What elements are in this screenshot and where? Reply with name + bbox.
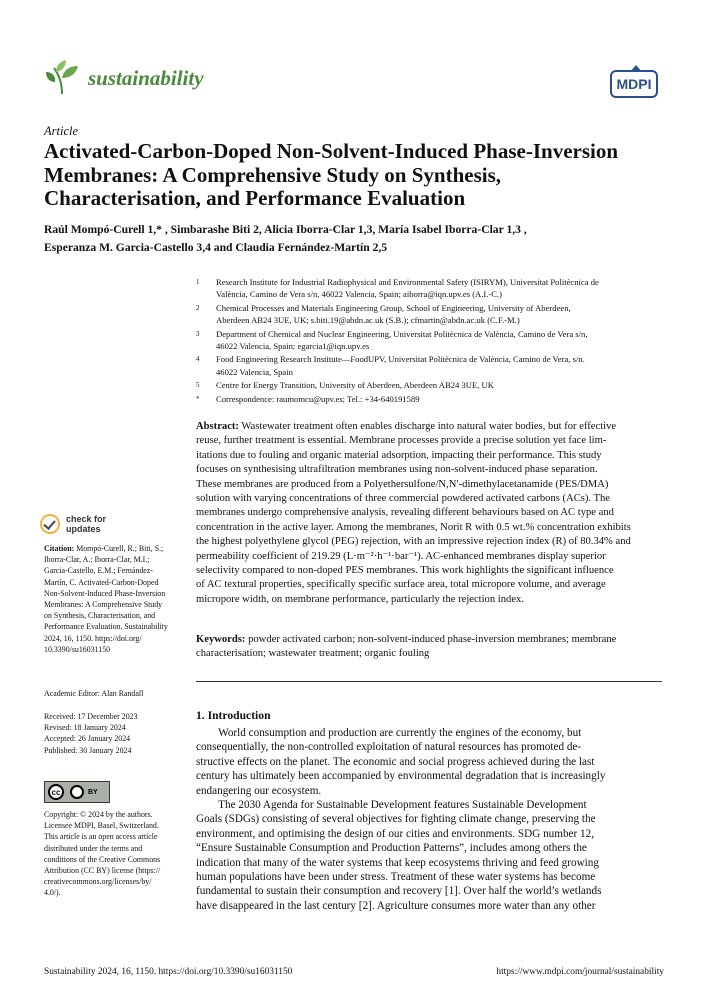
title-line: Activated-Carbon-Doped Non-Solvent-Induced Phase-Inversion — [44, 139, 619, 163]
body-line: have disappeared in the last century [2]. Agriculture consumes more water than any other — [196, 899, 596, 912]
copyright-line[interactable]: 4.0/). — [44, 888, 61, 898]
keywords-label: Keywords: — [196, 634, 246, 645]
correspondence-text[interactable]: Correspondence: raumomcu@upv.es; Tel.: +34-640191589 — [216, 393, 420, 404]
title-line: Membranes: A Comprehensive Study on Synthesis, — [44, 162, 501, 187]
citation-line[interactable]: 10.3390/su16031150 — [44, 644, 111, 654]
affiliation-number: 3 — [196, 329, 200, 338]
date-accepted: Accepted: 26 January 2024 — [44, 734, 131, 744]
keywords-line: characterisation; wastewater treatment; organic fouling — [196, 648, 430, 660]
citation-line[interactable]: 2024, 16, 1150. https://doi.org/ — [44, 633, 142, 643]
affiliation-item — [196, 379, 676, 391]
cc-icon: cc — [48, 784, 64, 800]
affiliation-text: Aberdeen AB24 3UE, UK; s.biti.19@abdn.ac.uk (S.B.); cfmartin@abdn.ac.uk (C.F.-M.) — [216, 315, 520, 326]
divider — [196, 681, 662, 682]
abstract-line: membranes undergo comprehensive analysis, revealing different behaviours based on AC type and — [196, 507, 614, 519]
mdpi-logo[interactable] — [610, 70, 658, 98]
abstract-line: focuses on synthesising ultrafiltration membranes using non-solvent-induced phase separation. — [196, 464, 598, 476]
check-for-updates-badge[interactable] — [40, 514, 106, 534]
copyright-line[interactable]: creativecommons.org/licenses/by/ — [44, 877, 152, 887]
abstract-label: Abstract: — [196, 421, 239, 432]
abstract-line: concentration in the active layer. Among the membranes, Norit R with 0.5 wt.% concentration exhibits — [196, 521, 631, 533]
affiliation-number: 4 — [196, 355, 200, 364]
footer-journal-url[interactable]: https://www.mdpi.com/journal/sustainability — [496, 967, 664, 977]
copyright-line: Copyright: © 2024 by the authors. — [44, 810, 153, 819]
body-line: human populations have been under stress. Treatment of these water systems has become — [196, 871, 596, 884]
affiliation-number: 1 — [196, 278, 200, 286]
author-line[interactable]: Raúl Mompó-Curell 1,* , Simbarashe Biti 2, Alicia Iborra-Clar 1,3, María Isabel Iborra-Clar 1,3 , — [44, 223, 527, 236]
date-published: Published: 30 January 2024 — [44, 745, 132, 755]
check-icon — [40, 514, 60, 534]
person-icon — [70, 785, 84, 799]
citation-line: Garcia-Castello, E.M.; Fernández- — [44, 566, 153, 576]
body-line: endangering our ecosystem. — [196, 784, 322, 797]
check-updates-text: check for — [66, 514, 107, 524]
academic-editor: Academic Editor: Alan Randall — [44, 689, 144, 698]
abstract-line: of AC textural properties, specifically specific surface area, total micropore volume, and average — [196, 579, 606, 591]
affiliation-text: 46022 Valencia, Spain — [216, 366, 293, 377]
journal-logo-icon — [42, 58, 82, 98]
author-list — [44, 221, 684, 257]
abstract-line: These membranes are produced from a Polyethersulfone/N,N′-dimethylacetanamide (PES/DMA) — [196, 478, 609, 490]
copyright-line: distributed under the terms and — [44, 843, 143, 853]
affiliation-number: 2 — [196, 303, 200, 312]
check-updates-text: updates — [66, 524, 101, 534]
citation-line: Performance Evaluation. Sustainability — [44, 622, 168, 632]
copyright-line: conditions of the Creative Commons — [44, 854, 161, 864]
abstract-line: micropore width, on membrane performance, particularly the rejection index. — [196, 593, 524, 605]
article-type: Article — [44, 124, 79, 138]
body-line: Goals (SDGs) consisting of several objectives for fighting climate change, preserving the — [196, 813, 596, 826]
affiliation-item — [196, 276, 676, 301]
copyright-block — [44, 809, 194, 899]
page-footer — [44, 967, 664, 977]
abstract-line: reuse, further treatment is essential. Membrane processes provide a precise solution yet face lim- — [196, 435, 607, 447]
body-line: The 2030 Agenda for Sustainable Development features Sustainable Development — [196, 799, 587, 812]
citation-line: Mompó-Curell, R.; Biti, S.; — [74, 544, 164, 553]
section-heading: 1. Introduction — [196, 709, 271, 722]
affiliation-item — [196, 353, 676, 378]
abstract-line: itations due to fouling and organic material adsorption, impacting their performance. This study — [196, 449, 602, 461]
footer-citation[interactable]: Sustainability 2024, 16, 1150. https://doi.org/10.3390/su16031150 — [44, 967, 293, 977]
abstract-line: the highest polyethylene glycol (PEG) rejection, with an impressive rejection index (R) of 80.34% and — [196, 536, 631, 548]
abstract-line: permeability coefficient of 219.29 (L·m⁻²·h⁻¹·bar⁻¹). AC-enhanced membranes display superior — [196, 550, 606, 562]
affiliation-item — [196, 393, 676, 405]
body-line: indication that many of the water systems that keep ecosystems thriving and feed growing — [196, 856, 599, 869]
affiliation-text: Centre for Energy Transition, University of Aberdeen, Aberdeen AB24 3UE, UK — [216, 380, 494, 391]
affiliations — [196, 276, 676, 406]
keywords-line: powder activated carbon; non-solvent-induced phase-inversion membranes; membrane — [245, 634, 617, 645]
affiliation-item — [196, 328, 676, 353]
article-title — [44, 140, 674, 211]
citation-line: Membranes: A Comprehensive Study — [44, 600, 163, 610]
author-line[interactable]: Esperanza M. Garcia-Castello 3,4 and Claudia Fernández-Martín 2,5 — [44, 241, 388, 254]
publication-dates — [44, 711, 194, 756]
affiliation-text: Chemical Processes and Materials Engineering Group, School of Engineering, University of Aberdeen, — [216, 302, 571, 313]
affiliation-item — [196, 302, 676, 327]
citation-label: Citation: — [44, 544, 75, 553]
copyright-line[interactable]: Attribution (CC BY) license (https:// — [44, 866, 161, 876]
affiliation-number: * — [196, 394, 200, 403]
body-line: fundamental to sustain their consumption and recovery [1]. Over half the world’s wetlands — [196, 885, 602, 898]
body-line: “Ensure Sustainable Consumption and Production Patterns”, includes among others the — [196, 842, 587, 855]
body-line: structive effects on the planet. The economic and social progress achieved during the last — [196, 755, 595, 768]
body-line: century has ultimately been accompanied by environmental degradation that is increasingly — [196, 770, 606, 783]
affiliation-text: Research Institute for Industrial Radiophysical and Environmental Safety (ISIRYM), Universitat Politècnica de — [216, 277, 599, 287]
abstract-line: Wastewater treatment often enables discharge into natural water bodies, but for effective — [238, 421, 617, 432]
body-text — [196, 726, 662, 913]
abstract-line: solution with varying concentrations of three commercial powdered activated carbons (ACs). The — [196, 493, 611, 505]
citation-line: Iborra-Clar, A.; Iborra-Clar, M.I.; — [44, 555, 150, 565]
citation-block — [44, 543, 194, 655]
abstract-line: selectivity compared to non-doped PES membranes. This work highlights the significant influence — [196, 565, 614, 577]
body-line: World consumption and production are currently the engines of the economy, but — [196, 727, 582, 739]
affiliation-text: Department of Chemical and Nuclear Engineering, Universitat Politècnica de València, Camino de Vera s/n, — [216, 328, 588, 339]
keywords — [196, 633, 662, 662]
cc-by-label: BY — [88, 788, 98, 796]
affiliation-text: València, Camino de Vera s/n, 46022 Valencia, Spain; aiborra@iqn.upv.es (A.I.-C.) — [216, 289, 503, 300]
journal-name[interactable]: sustainability — [88, 66, 204, 90]
body-line: environment, and optimising the design of our cities and environments. SDG number 12, — [196, 827, 595, 840]
citation-line: on Synthesis, Characterisation, and — [44, 611, 156, 621]
affiliation-text: Food Engineering Research Institute—FoodUPV, Universitat Politècnica de València, Camino de Vera, s/n. — [216, 354, 585, 365]
title-line: Characterisation, and Performance Evaluation — [44, 186, 466, 210]
body-line: consequentially, the non-controlled exploitation of natural resources has promoted de- — [196, 741, 582, 754]
date-revised: Revised: 18 January 2024 — [44, 723, 126, 733]
affiliation-number: 5 — [196, 381, 200, 390]
mdpi-logo-text: MDPI — [616, 76, 652, 92]
copyright-line: This article is an open access article — [44, 832, 158, 842]
copyright-line: Licensee MDPI, Basel, Switzerland. — [44, 821, 159, 831]
cc-by-license-badge[interactable] — [44, 781, 110, 803]
affiliation-text: 46022 Valencia, Spain; egarcia1@iqn.upv.es — [216, 341, 370, 352]
citation-line: Non-Solvent-Induced Phase-Inversion — [44, 588, 166, 598]
citation-line: Martín, C. Activated-Carbon-Doped — [44, 577, 159, 587]
abstract — [196, 420, 662, 607]
date-received: Received: 17 December 2023 — [44, 712, 138, 721]
